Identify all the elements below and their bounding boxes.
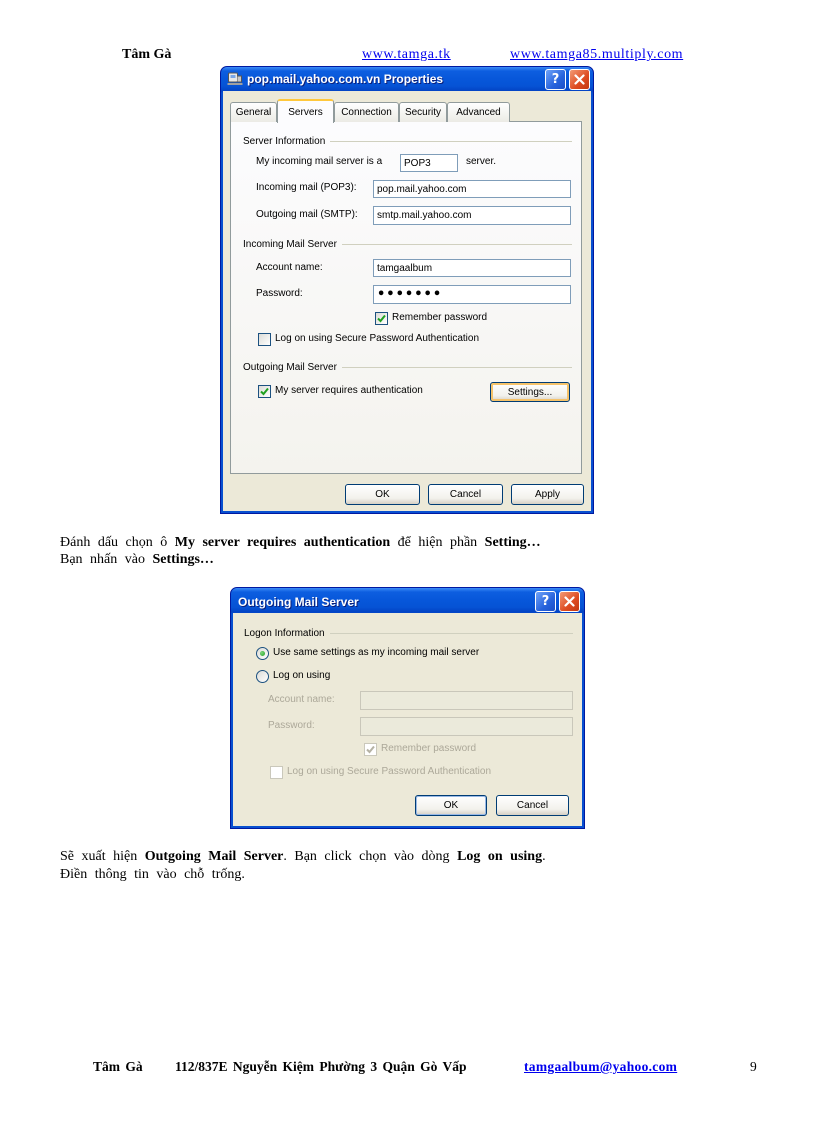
group-heading: Outgoing Mail Server (243, 361, 337, 373)
spa-checkbox[interactable] (258, 333, 271, 346)
tab-connection[interactable]: Connection (334, 102, 399, 122)
instruction-text: để hiện phần (390, 535, 485, 550)
help-button[interactable] (535, 591, 556, 612)
help-icon: ? (551, 72, 560, 87)
password-input[interactable] (360, 717, 573, 736)
radio-dot (260, 651, 265, 656)
tab-servers[interactable]: Servers (277, 99, 334, 123)
page-number: 9 (750, 1059, 757, 1074)
dialog-title: pop.mail.yahoo.com.vn Properties (247, 72, 444, 86)
remember-password-label[interactable]: Remember password (381, 743, 477, 754)
incoming-mail-server-group (243, 238, 572, 250)
requires-authentication-label[interactable]: My server requires authentication (275, 385, 423, 396)
log-on-using-radio[interactable] (256, 670, 269, 683)
group-divider (330, 141, 572, 142)
tab-general[interactable]: General (230, 102, 277, 122)
ok-button[interactable]: OK (415, 795, 487, 816)
instruction-bold: Log on using (457, 849, 543, 864)
footer-email-link[interactable]: tamgaalbum@yahoo.com (524, 1059, 678, 1074)
header-author: Tâm Gà (122, 47, 172, 62)
account-name-input[interactable] (373, 259, 571, 277)
checkmark-icon (376, 313, 387, 324)
password-label: Password: (268, 720, 315, 731)
close-button[interactable] (559, 591, 580, 612)
tab-security[interactable]: Security (399, 102, 447, 122)
close-icon (574, 74, 585, 85)
instruction-text: Đánh dấu chọn ô (60, 535, 175, 550)
outgoing-mail-label: Outgoing mail (SMTP): (256, 209, 358, 220)
apply-button[interactable]: Apply (511, 484, 584, 505)
log-on-using-label[interactable]: Log on using (273, 670, 331, 681)
requires-authentication-checkbox[interactable] (258, 385, 271, 398)
footer-author: Tâm Gà (93, 1059, 143, 1074)
server-type-field[interactable] (400, 154, 458, 172)
account-name-input[interactable] (360, 691, 573, 710)
instruction-text: Bạn nhấn vào (60, 552, 153, 567)
server-information-group (243, 135, 572, 147)
instruction-line-1 (60, 535, 541, 551)
footer-address: 112/837E Nguyễn Kiệm Phường 3 Quận Gò Vấp (175, 1059, 467, 1074)
spa-label[interactable]: Log on using Secure Password Authentication (275, 333, 480, 344)
instruction-bold: Outgoing Mail Server (144, 849, 284, 864)
password-label: Password: (256, 288, 303, 299)
checkmark-icon (365, 744, 376, 755)
properties-dialog (220, 66, 594, 514)
close-icon (564, 596, 575, 607)
instruction-bold: My server requires authentication (174, 535, 391, 550)
checkmark-icon (259, 386, 270, 397)
server-type-prefix: My incoming mail server is a (256, 156, 383, 167)
help-button[interactable] (545, 69, 566, 90)
header-link-tamga[interactable]: www.tamga.tk (362, 47, 451, 62)
account-name-label: Account name: (256, 262, 323, 273)
outgoing-mail-input[interactable] (373, 206, 571, 225)
ok-button[interactable]: OK (345, 484, 420, 505)
outgoing-mail-server-group (243, 361, 572, 373)
account-properties-icon (227, 71, 244, 87)
incoming-mail-label: Incoming mail (POP3): (256, 182, 357, 193)
instruction-line-2 (60, 552, 214, 568)
use-same-settings-label[interactable]: Use same settings as my incoming mail server (273, 647, 480, 658)
close-button[interactable] (569, 69, 590, 90)
help-icon: ? (541, 594, 550, 609)
account-name-label: Account name: (268, 694, 335, 705)
spa-label[interactable]: Log on using Secure Password Authentication (287, 766, 492, 777)
settings-button[interactable]: Settings... (490, 382, 570, 402)
group-heading: Incoming Mail Server (243, 238, 337, 250)
group-divider (342, 244, 572, 245)
instruction-line-4: Điền thông tin vào chỗ trống. (60, 867, 245, 882)
remember-password-checkbox[interactable] (375, 312, 388, 325)
tab-advanced[interactable]: Advanced (447, 102, 510, 122)
instruction-text: . Bạn click chọn vào dòng (283, 849, 458, 864)
group-heading: Logon Information (244, 627, 325, 639)
logon-information-group (244, 627, 573, 639)
cancel-button[interactable]: Cancel (496, 795, 569, 816)
group-heading: Server Information (243, 135, 326, 147)
spa-checkbox[interactable] (270, 766, 283, 779)
password-input[interactable] (373, 285, 571, 304)
remember-password-label[interactable]: Remember password (392, 312, 488, 323)
outgoing-mail-server-dialog (230, 587, 585, 829)
group-divider (342, 367, 572, 368)
instruction-text: . (542, 849, 546, 864)
incoming-mail-input[interactable] (373, 180, 571, 198)
remember-password-checkbox[interactable] (364, 743, 377, 756)
group-divider (330, 633, 573, 634)
instruction-bold: Settings… (152, 552, 214, 567)
instruction-text: Sẽ xuất hiện (60, 849, 145, 864)
dialog-title: Outgoing Mail Server (238, 595, 359, 609)
cancel-button[interactable]: Cancel (428, 484, 503, 505)
server-type-suffix: server. (466, 156, 497, 167)
use-same-settings-radio[interactable] (256, 647, 269, 660)
header-link-multiply[interactable]: www.tamga85.multiply.com (510, 47, 684, 62)
instruction-bold: Setting… (484, 535, 541, 550)
instruction-line-3 (60, 849, 546, 865)
